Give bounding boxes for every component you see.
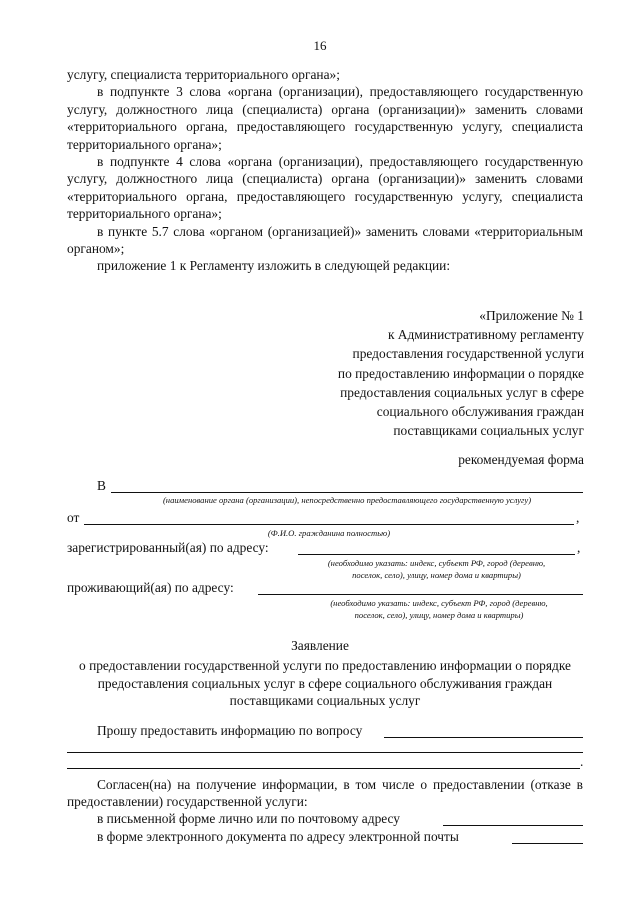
living-hint (295, 597, 583, 621)
registered-label: зарегистрированный(ая) по адресу: (67, 540, 269, 555)
appendix-line: поставщиками социальных услуг (393, 423, 584, 439)
registered-hint-line: поселок, село), улицу, номер дома и квартиры) (352, 570, 521, 580)
paragraph: в пункте 5.7 слова «органом (организацией)» заменить словами «территориальным органом»; (67, 223, 583, 257)
to-hint: (наименование органа (организации), непосредственно предоставляющего государственную услугу) (162, 495, 532, 505)
registered-hint-line: (необходимо указать: индекс, субъект РФ, город (деревню, (327, 558, 546, 568)
paragraph: приложение 1 к Регламенту изложить в следующей редакции: (97, 258, 451, 274)
ask-end-mark: . (580, 754, 584, 769)
living-hint-line: поселок, село), улицу, номер дома и квартиры) (354, 610, 524, 620)
appendix-line: предоставления социальных услуг в сфере (340, 384, 584, 400)
paragraph: в подпункте 3 слова «органа (организации), предоставляющего государственную услугу, должностного лица (специалиста) органа (организации)» заменить словами «территориального органа, предоставляющего государственную услугу, специалиста территориального органа»; (67, 84, 583, 152)
to-label: В (97, 478, 106, 493)
option-mail-label: в письменной форме лично или по почтовому адресу (97, 811, 401, 826)
statement-subtitle: о предоставлении государственной услуги по предоставлению информации о порядке предоставления социальных услуг в сфере социального обслуживания граждан поставщиками социальных услуг (79, 658, 571, 709)
option-mail-field[interactable] (443, 825, 583, 826)
living-hint-line: (необходимо указать: индекс, субъект РФ, город (деревню, (330, 598, 548, 608)
ask-label: Прошу предоставить информацию по вопросу (97, 723, 363, 738)
ask-field[interactable] (384, 737, 583, 738)
option-email-field[interactable] (512, 843, 583, 844)
option-email-label: в форме электронного документа по адресу электронной почты (97, 829, 459, 844)
from-trailing: , (576, 510, 580, 525)
appendix-line: социального обслуживания граждан (376, 404, 584, 420)
registered-address-field[interactable] (298, 554, 575, 555)
consent-text (67, 776, 583, 811)
ask-field-line-3[interactable] (67, 768, 580, 769)
recommended-form-label: рекомендуемая форма (458, 452, 584, 467)
paragraph: услугу, специалиста территориального органа»; (67, 67, 340, 82)
registered-hint (298, 557, 575, 581)
ask-field-line-2[interactable] (67, 752, 583, 753)
appendix-line: «Приложение № 1 (479, 308, 584, 323)
from-label: от (67, 510, 80, 525)
living-address-field[interactable] (258, 594, 583, 595)
appendix-line: по предоставлению информации о порядке (337, 365, 584, 381)
appendix-line: предоставления государственной услуги (352, 346, 584, 362)
registered-trailing: , (577, 540, 581, 555)
paragraph: в подпункте 4 слова «органа (организации), предоставляющего государственную услугу, должностного лица (специалиста) органа (организации)» заменить словами «территориального органа, предоставляющего государственную услугу, специалиста территориального органа»; (67, 154, 583, 222)
living-label: проживающий(ая) по адресу: (67, 580, 234, 595)
appendix-line: к Административному регламенту (387, 327, 584, 343)
consent-paragraph: Согласен(на) на получение информации, в том числе о предоставлении (отказе в предоставлении) государственной услуги: (67, 777, 583, 810)
to-field[interactable] (111, 492, 583, 493)
page-number: 16 (313, 38, 327, 53)
from-hint: (Ф.И.О. гражданина полностью) (267, 528, 391, 538)
statement-title: Заявление (291, 638, 349, 653)
appendix-header (338, 306, 584, 440)
from-field[interactable] (84, 524, 574, 525)
amendment-text (67, 66, 583, 275)
